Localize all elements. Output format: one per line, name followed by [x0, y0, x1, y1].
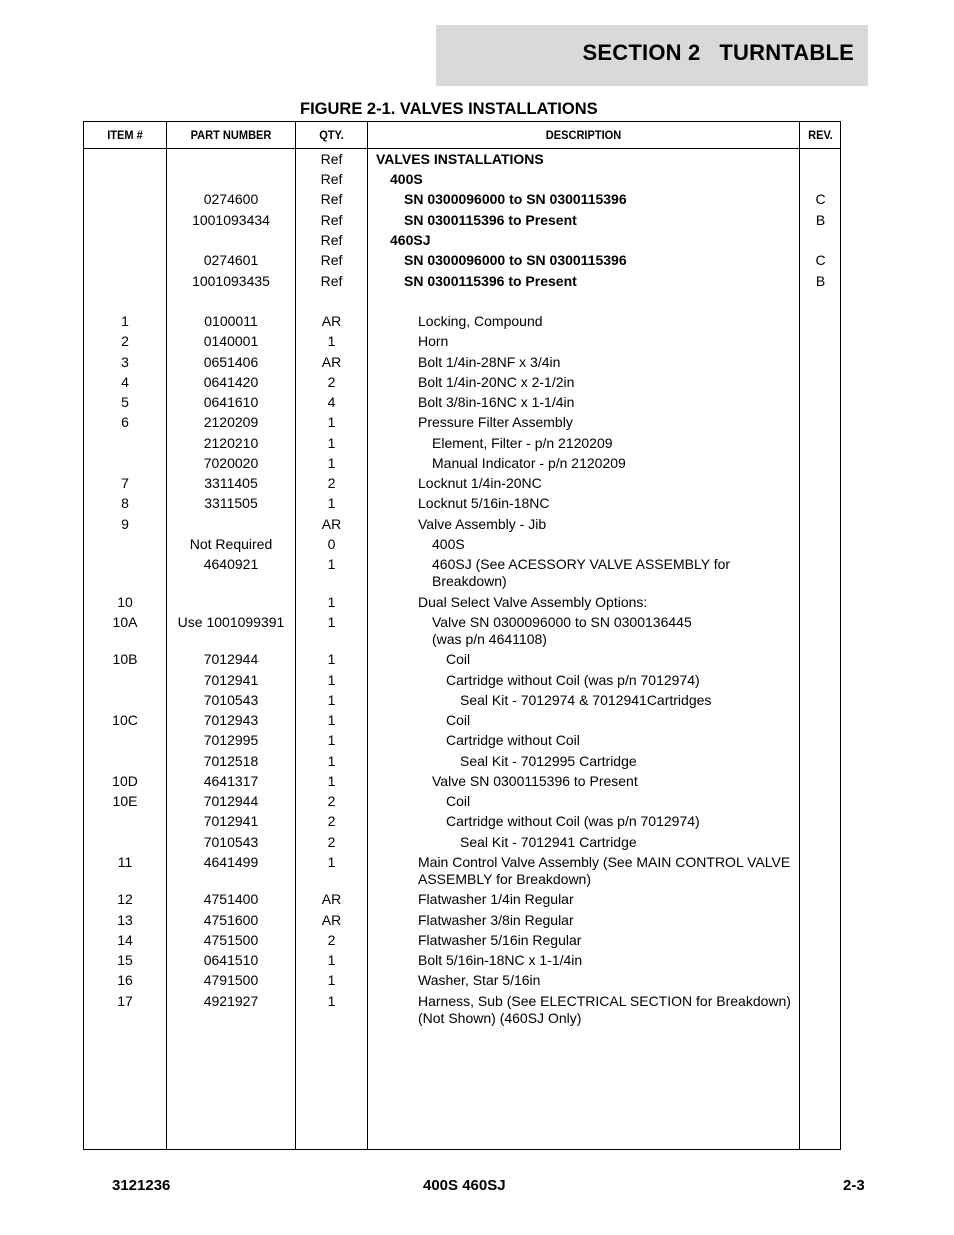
quantity: 1 — [327, 594, 336, 610]
description-line: Seal Kit - 7012995 Cartridge — [460, 753, 637, 769]
part-number: 0274600 — [203, 191, 259, 207]
item-number: 13 — [117, 912, 133, 928]
part-number: 0100011 — [204, 313, 258, 329]
revision: C — [815, 252, 826, 268]
description-line: Manual Indicator - p/n 2120209 — [432, 455, 626, 471]
item-number: 2 — [121, 333, 129, 349]
quantity: 4 — [327, 394, 336, 410]
section-banner — [436, 25, 868, 86]
description-line: Seal Kit - 7012974 & 7012941Cartridges — [460, 692, 712, 708]
description — [372, 191, 832, 208]
description-line: Cartridge without Coil — [446, 732, 580, 748]
item-number: 14 — [117, 932, 133, 948]
quantity: 2 — [327, 374, 336, 390]
header-description: DESCRIPTION — [545, 128, 622, 142]
section-title: SECTION 2 TURNTABLE — [582, 40, 854, 65]
description — [372, 374, 846, 391]
description — [372, 614, 860, 648]
description-line: 460SJ — [390, 232, 431, 248]
item-number: 9 — [121, 516, 129, 532]
item-number: 1 — [121, 313, 129, 329]
revision: B — [815, 273, 826, 289]
quantity: 1 — [327, 651, 336, 667]
description — [372, 972, 846, 989]
item-number: 10C — [112, 712, 138, 728]
quantity: AR — [321, 516, 342, 532]
quantity: 1 — [327, 495, 336, 511]
description-line: SN 0300115396 to Present — [404, 212, 577, 228]
description-line: VALVES INSTALLATIONS — [376, 151, 544, 167]
description-line: Locknut 1/4in-20NC — [418, 475, 542, 491]
quantity: 2 — [327, 793, 336, 809]
description — [372, 313, 846, 330]
quantity: Ref — [320, 232, 343, 248]
quantity: 1 — [327, 556, 336, 572]
description-line: Harness, Sub (See ELECTRICAL SECTION for Breakdown) — [418, 993, 791, 1009]
part-number: 4641499 — [203, 854, 259, 870]
item-number: 5 — [121, 394, 129, 410]
description-line: Valve SN 0300096000 to SN 0300136445 — [432, 614, 692, 630]
description-line: Locknut 5/16in-18NC — [418, 495, 550, 511]
quantity: 1 — [327, 952, 336, 968]
description — [372, 394, 846, 411]
header-item: ITEM # — [107, 128, 143, 142]
description-line: Bolt 1/4in-28NF x 3/4in — [418, 354, 561, 370]
header-qty: QTY. — [319, 128, 344, 142]
description — [372, 171, 818, 188]
quantity: 1 — [327, 773, 336, 789]
description — [372, 556, 860, 590]
item-number: 10D — [112, 773, 138, 789]
quantity: AR — [321, 891, 342, 907]
description — [372, 273, 832, 290]
part-number: 4751600 — [203, 912, 259, 928]
quantity: 1 — [327, 692, 336, 708]
item-number: 3 — [121, 354, 129, 370]
description — [372, 793, 874, 810]
part-number: Use 1001099391 — [177, 614, 285, 630]
description — [372, 952, 846, 969]
revision: C — [815, 191, 826, 207]
revision: B — [815, 212, 826, 228]
description-line: Breakdown) — [432, 573, 507, 589]
part-number: 7010543 — [203, 834, 259, 850]
description-line: Flatwasher 1/4in Regular — [418, 891, 574, 907]
quantity: 1 — [327, 972, 336, 988]
description — [372, 773, 860, 790]
part-number: 7012944 — [203, 651, 259, 667]
part-number: 3311405 — [204, 475, 258, 491]
quantity: Ref — [320, 252, 343, 268]
description-line: Element, Filter - p/n 2120209 — [432, 435, 613, 451]
header-part-number: PART NUMBER — [190, 128, 272, 142]
part-number: 7012943 — [203, 712, 259, 728]
description-line: Valve Assembly - Jib — [418, 516, 547, 532]
part-number: 7012941 — [203, 813, 259, 829]
quantity: 1 — [327, 993, 336, 1009]
item-number: 12 — [117, 891, 133, 907]
description — [372, 536, 860, 553]
quantity: 1 — [327, 435, 336, 451]
quantity: 1 — [327, 753, 336, 769]
item-number: 10 — [117, 594, 133, 610]
description — [372, 594, 846, 611]
quantity: 1 — [327, 333, 336, 349]
description-line: (Not Shown) (460SJ Only) — [418, 1010, 582, 1026]
description — [372, 912, 846, 929]
part-number: 0641510 — [203, 952, 259, 968]
description — [372, 712, 874, 729]
quantity: 0 — [327, 536, 336, 552]
description — [372, 455, 860, 472]
quantity: 1 — [327, 414, 336, 430]
part-number: 1001093434 — [192, 212, 270, 228]
quantity: AR — [321, 912, 342, 928]
description — [372, 932, 846, 949]
description — [372, 475, 846, 492]
part-number: 7012944 — [203, 793, 259, 809]
part-number: 2120209 — [203, 414, 259, 430]
description-line: Main Control Valve Assembly (See MAIN CONTROL VALVE — [418, 854, 791, 870]
description-line: 400S — [390, 171, 423, 187]
quantity: 1 — [327, 455, 336, 471]
description-line: Cartridge without Coil (was p/n 7012974) — [446, 672, 700, 688]
description-line: ASSEMBLY for Breakdown) — [418, 871, 592, 887]
quantity: Ref — [320, 191, 343, 207]
description — [372, 354, 846, 371]
figure-title: FIGURE 2-1. VALVES INSTALLATIONS — [300, 100, 598, 118]
quantity: 2 — [327, 813, 336, 829]
part-number: 0651406 — [203, 354, 259, 370]
description — [372, 834, 888, 851]
item-number: 15 — [117, 952, 133, 968]
description — [372, 414, 846, 431]
item-number: 16 — [117, 972, 133, 988]
description — [372, 151, 804, 168]
description-line: Bolt 1/4in-20NC x 2-1/2in — [418, 374, 575, 390]
description-line: Cartridge without Coil (was p/n 7012974) — [446, 813, 700, 829]
footer-doc-number: 3121236 — [112, 1177, 171, 1194]
part-number: 0140001 — [203, 333, 259, 349]
part-number: Not Required — [189, 536, 273, 552]
part-number: 4751500 — [203, 932, 259, 948]
description-line: Flatwasher 3/8in Regular — [418, 912, 574, 928]
description — [372, 516, 846, 533]
quantity: Ref — [320, 212, 343, 228]
part-number: 0641610 — [203, 394, 259, 410]
item-number: 4 — [121, 374, 129, 390]
quantity: AR — [321, 313, 342, 329]
part-number: 7020020 — [203, 455, 259, 471]
item-number: 8 — [121, 495, 129, 511]
description — [372, 651, 874, 668]
table-header — [84, 122, 840, 149]
quantity: Ref — [320, 171, 343, 187]
quantity: 2 — [327, 932, 336, 948]
item-number: 17 — [117, 993, 133, 1009]
quantity: 1 — [327, 712, 336, 728]
part-number: 2120210 — [203, 435, 259, 451]
description-line: Horn — [418, 333, 449, 349]
description — [372, 435, 860, 452]
description — [372, 891, 846, 908]
parts-table — [83, 121, 841, 1150]
description-line: Bolt 3/8in-16NC x 1-1/4in — [418, 394, 575, 410]
description — [372, 212, 832, 229]
footer-page-number: 2-3 — [843, 1177, 865, 1194]
description — [372, 813, 874, 830]
quantity: 2 — [327, 834, 336, 850]
quantity: 1 — [327, 732, 336, 748]
description-line: (was p/n 4641108) — [432, 631, 547, 647]
description-line: SN 0300115396 to Present — [404, 273, 577, 289]
description — [372, 732, 874, 749]
header-rev: REV. — [808, 128, 833, 142]
item-number: 10E — [112, 793, 138, 809]
part-number: 4751400 — [203, 891, 259, 907]
part-number: 3311505 — [204, 495, 258, 511]
quantity: 1 — [327, 614, 336, 630]
part-number: 1001093435 — [192, 273, 270, 289]
item-number: 6 — [121, 414, 129, 430]
description — [372, 495, 846, 512]
item-number: 10A — [112, 614, 138, 630]
description-line: Valve SN 0300115396 to Present — [432, 773, 638, 789]
description — [372, 333, 846, 350]
description-line: Dual Select Valve Assembly Options: — [418, 594, 648, 610]
item-number: 7 — [121, 475, 129, 491]
quantity: 1 — [327, 854, 336, 870]
part-number: 4641317 — [203, 773, 259, 789]
description-line: SN 0300096000 to SN 0300115396 — [404, 252, 627, 268]
quantity: 1 — [327, 672, 336, 688]
item-number: 10B — [112, 651, 138, 667]
part-number: 4791500 — [203, 972, 259, 988]
part-number: 0274601 — [203, 252, 259, 268]
description — [372, 232, 818, 249]
part-number: 4921927 — [203, 993, 259, 1009]
description — [372, 753, 888, 770]
description-line: Coil — [446, 793, 471, 809]
quantity: Ref — [320, 151, 343, 167]
description-line: Flatwasher 5/16in Regular — [418, 932, 582, 948]
description — [372, 993, 846, 1027]
description-line: Pressure Filter Assembly — [418, 414, 573, 430]
part-number: 7012941 — [203, 672, 259, 688]
description — [372, 854, 846, 888]
description-line: 460SJ (See ACESSORY VALVE ASSEMBLY for — [432, 556, 731, 572]
item-number: 11 — [117, 854, 133, 870]
description-line: 400S — [432, 536, 465, 552]
part-number: 4640921 — [203, 556, 259, 572]
quantity: AR — [321, 354, 342, 370]
quantity: 2 — [327, 475, 336, 491]
description-line: Locking, Compound — [418, 313, 543, 329]
description-line: Coil — [446, 651, 471, 667]
part-number: 7010543 — [203, 692, 259, 708]
description-line: Coil — [446, 712, 471, 728]
part-number: 7012995 — [203, 732, 259, 748]
description-line: Seal Kit - 7012941 Cartridge — [460, 834, 637, 850]
description-line: Bolt 5/16in-18NC x 1-1/4in — [418, 952, 583, 968]
description-line: Washer, Star 5/16in — [418, 972, 541, 988]
part-number: 0641420 — [203, 374, 259, 390]
description — [372, 692, 888, 709]
description — [372, 672, 874, 689]
description-line: SN 0300096000 to SN 0300115396 — [404, 191, 627, 207]
column-divider — [367, 122, 368, 1149]
part-number: 7012518 — [203, 753, 259, 769]
description — [372, 252, 832, 269]
footer-model: 400S 460SJ — [423, 1177, 506, 1194]
quantity: Ref — [320, 273, 343, 289]
